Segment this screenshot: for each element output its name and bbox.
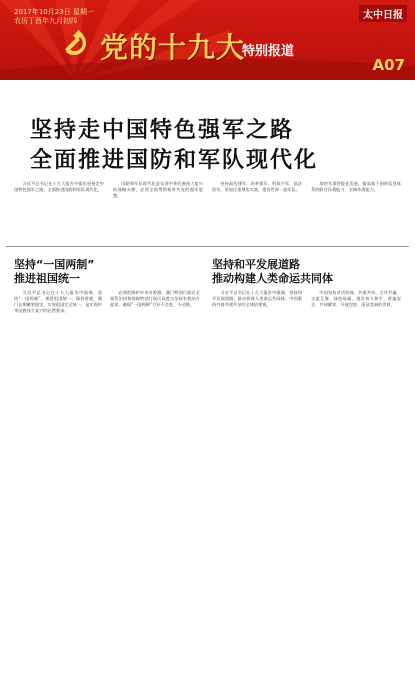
- section-divider: [6, 246, 409, 247]
- main-headline-line2: 全面推进国防和军队现代化: [30, 147, 319, 173]
- main-headline-line1: 坚持走中国特色强军之路: [30, 117, 295, 143]
- newspaper-name: 太中日报: [359, 5, 407, 22]
- lead-column-4: 加快军事智能化发展，提高基于网络信息体系的联合作战能力、全域作战能力。: [311, 181, 401, 193]
- special-issue-title: 党的十九大: [100, 31, 246, 64]
- hammer-sickle-icon: [60, 30, 90, 60]
- right-article-column-2: 中国坚持对话协商、共建共享、合作共赢、交流互鉴、绿色低碳，建设持久和平、普遍安全、共同繁荣、开放包容、清洁美丽的世界。: [311, 290, 401, 308]
- left-section-title: 坚持“一国两制” 推进祖国统一: [14, 258, 95, 285]
- masthead-banner: [0, 0, 415, 80]
- left-article-column-1: 习近平总书记在十九大报告中强调，坚持“一国两制”，推进祖国统一。保持香港、澳门长期繁荣稳定，实现祖国完全统一，是实现中华民族伟大复兴的必然要求。: [14, 290, 102, 314]
- lead-column-3: 坚持政治建军、改革强军、科技兴军、依法治军，更加注重聚焦实战，建设世界一流军队。: [212, 181, 302, 193]
- lead-column-2: 国防和军队现代化是实现中华民族伟大复兴的战略支撑，必须全面贯彻新时代党的强军思想。: [113, 181, 203, 199]
- page-number: A07: [372, 56, 405, 74]
- special-issue-subtitle: 特别报道: [242, 44, 295, 59]
- left-article-column-2: 必须把维护中央对香港、澳门特别行政区全面管治权和保障特别行政区高度自治权有机结合起来，确保“一国两制”方针不会变、不动摇。: [110, 290, 200, 308]
- right-section-title: 坚持和平发展道路 推动构建人类命运共同体: [212, 258, 333, 285]
- issue-date: 2017年10月23日 星期一 农历丁酉年九月初四: [14, 8, 94, 25]
- lead-column-1: 习近平总书记在十九大报告中提出坚持走中国特色强军之路，全面推进国防和军队现代化。: [14, 181, 104, 193]
- right-article-column-1: 习近平总书记在十九大报告中强调，坚持和平发展道路，推动构建人类命运共同体。中国秉持共商共建共享的全球治理观。: [212, 290, 302, 308]
